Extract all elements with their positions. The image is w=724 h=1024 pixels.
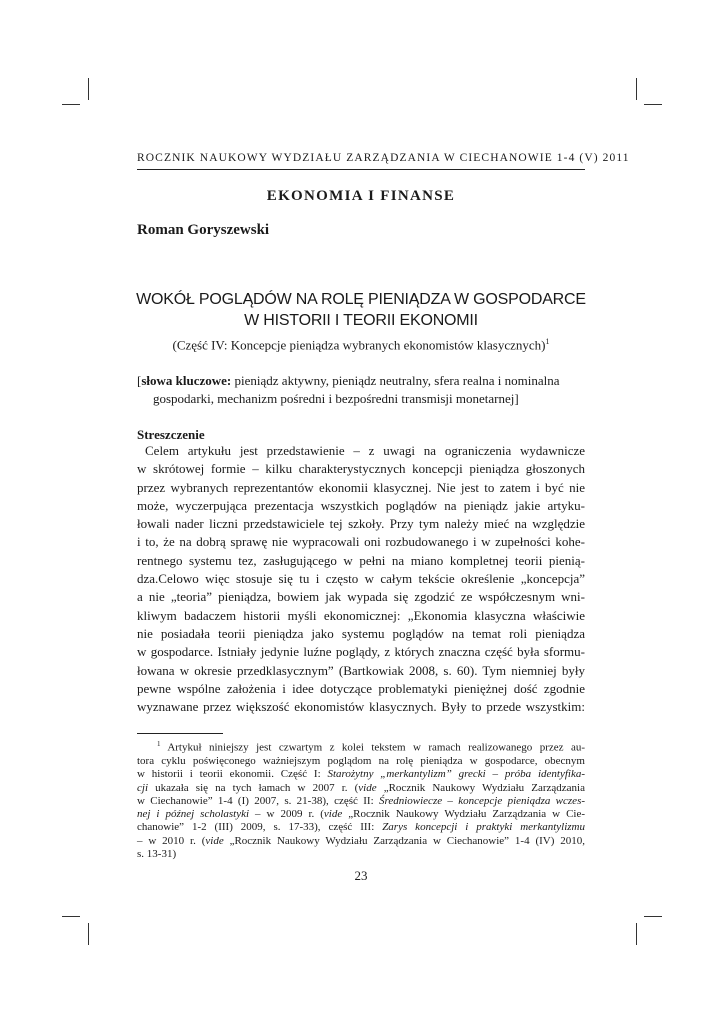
footnote-ref: 1 xyxy=(545,337,550,346)
keywords-label: słowa kluczowe: xyxy=(141,373,232,388)
footnote-text: ukazała się na tych łamach w 2007 r. ( xyxy=(148,781,359,794)
footnote-italic: vide xyxy=(205,834,224,847)
crop-mark xyxy=(62,104,80,105)
footnote-text: – w 2010 r. ( xyxy=(137,834,206,847)
footnote-text: w historii i teorii ekonomii. Część I: xyxy=(137,768,328,781)
footnote-text: „Rocznik Naukowy Wydziału Zarządzania w Cie- xyxy=(342,808,586,821)
footnote-text: „Rocznik Naukowy Wydziału Zarządzania w Ciechanowie” 1-4 (IV) 2010, xyxy=(223,834,585,847)
subtitle-text: (Część IV: Koncepcje pieniądza wybranych ekonomistów klasycznych) xyxy=(172,337,546,353)
abstract-line: rentnego systemu tez, zasługującego w pełni na miano kompletnej teorii pienią- xyxy=(137,552,585,568)
running-head: ROCZNIK NAUKOWY WYDZIAŁU ZARZĄDZANIA W CIECHANOWIE 1-4 (V) 2011 xyxy=(137,152,630,164)
abstract-line: pewne wspólne założenia i idee dotyczące problematyki pieniężnej dość zgodnie xyxy=(137,680,585,696)
footnote-line xyxy=(137,821,585,834)
crop-mark xyxy=(88,923,89,945)
abstract-line: przez wybranych reprezentantów ekonomii klasycznej. Nie jest to zatem i być nie xyxy=(137,479,585,495)
crop-mark xyxy=(644,104,662,105)
abstract-line: kliwym badaczem historii myśli ekonomicznej: „Ekonomia klasyczna właściwie xyxy=(137,607,585,623)
footnote-line xyxy=(137,782,585,795)
abstract-body xyxy=(137,442,585,716)
footnote-text: – w 2009 r. ( xyxy=(249,808,324,821)
author-name: Roman Goryszewski xyxy=(137,222,270,238)
footnote-line xyxy=(137,795,585,808)
footnote-italic: vide xyxy=(323,808,343,821)
crop-mark xyxy=(62,916,80,917)
abstract-line: w skrótowej formie – kilku charakterystycznych koncepcji pieniądza głoszonych xyxy=(137,461,585,477)
section-title: EKONOMIA I FINANSE xyxy=(266,188,456,204)
crop-mark xyxy=(636,923,637,945)
abstract-line: dza.Celowo więc stosuje się tu i często w całym tekście określenie „koncepcja” xyxy=(137,571,585,587)
footnote-marker: 1 xyxy=(157,740,161,748)
keywords-line: gospodarki, mechanizm pośredni i bezpośredni transmisji monetarnej] xyxy=(153,391,519,406)
footnote-line: tora cyklu poświęconego ważniejszym poglądom na rolę pieniądza w gospodarce, obecnym xyxy=(137,754,585,767)
footnote-text: chanowie” 1-2 (III) 2009, s. 17-33), część III: xyxy=(137,821,383,834)
footnote-italic: nej i późnej scholastyki xyxy=(137,808,250,821)
keywords-line xyxy=(137,372,585,390)
footnote-line xyxy=(137,808,585,821)
abstract-line: a nie „teoria” pieniądza, bowiem jak wypada się zgodzić ze współczesnym wni- xyxy=(137,589,585,605)
abstract-line: nie posiadała teorii pieniądza jako systemu poglądów na temat roli pieniądza xyxy=(137,625,585,641)
title-line: WOKÓŁ POGLĄDÓW NA ROLĘ PIENIĄDZA W GOSPODARCE xyxy=(136,291,586,308)
abstract-heading: Streszczenie xyxy=(137,427,205,442)
abstract-line: i to, że na dobrą sprawę nie wypracowali oni rozbudowanego i w zupełności kohe- xyxy=(137,534,585,550)
footnote-line xyxy=(137,768,585,781)
crop-mark xyxy=(644,916,662,917)
footnote-italic: cji xyxy=(137,781,148,794)
footnote-line xyxy=(137,835,585,848)
footnote-text: „Rocznik Naukowy Wydziału Zarządzania xyxy=(376,781,585,794)
crop-mark xyxy=(88,78,89,100)
keywords-bracket: [ xyxy=(137,373,142,388)
abstract-line: łowana w okresie przedklasycznym” (Bartkowiak 2008, s. 60). Tym niemniej były xyxy=(137,662,585,678)
keywords-text: pieniądz aktywny, pieniądz neutralny, sfera realna i nominalna xyxy=(231,373,560,388)
footnote-line xyxy=(137,738,585,755)
abstract-line: może, wyczerpująca prezentacja wszystkich poglądów na pieniądz jakie artyku- xyxy=(137,497,585,513)
abstract-line: wyznawane przez większość ekonomistów klasycznych. Były to przede wszystkim: xyxy=(137,699,585,715)
title-line: W HISTORII I TEORII EKONOMII xyxy=(244,312,478,329)
keywords xyxy=(137,372,585,408)
footnote xyxy=(137,738,585,861)
page-number: 23 xyxy=(354,868,368,883)
footnote-text: w Ciechanowie” 1-4 (I) 2007, s. 21-38), część II: xyxy=(137,794,379,807)
abstract-line: Celem artykułu jest przedstawienie – z uwagi na ograniczenia wydawnicze xyxy=(145,443,585,458)
footnote-line: s. 13-31) xyxy=(137,848,177,861)
footnote-rule xyxy=(137,733,223,734)
footnote-text: Artykuł niniejszy jest czwartym z kolei tekstem w ramach realizowanego przez au- xyxy=(160,741,585,754)
footnote-italic: Starożytny „merkantylizm” grecki – próba identyfika- xyxy=(327,768,586,781)
article-title xyxy=(127,289,595,331)
crop-mark xyxy=(636,78,637,100)
article-subtitle xyxy=(137,337,585,353)
footnote-italic: vide xyxy=(358,781,377,794)
abstract-line: łowali nader liczni przedstawiciele tej szkoły. Przy tym należy mieć na względzie xyxy=(137,516,585,532)
abstract-line: w gospodarce. Istniały jedynie luźne poglądy, z których znaczna część była sformu- xyxy=(137,644,585,660)
footnote-italic: Zarys koncepcji i praktyki merkantylizmu xyxy=(382,821,585,834)
footnote-italic: Średniowiecze – koncepcje pieniądza wczes- xyxy=(378,794,586,807)
header-rule xyxy=(137,169,585,170)
